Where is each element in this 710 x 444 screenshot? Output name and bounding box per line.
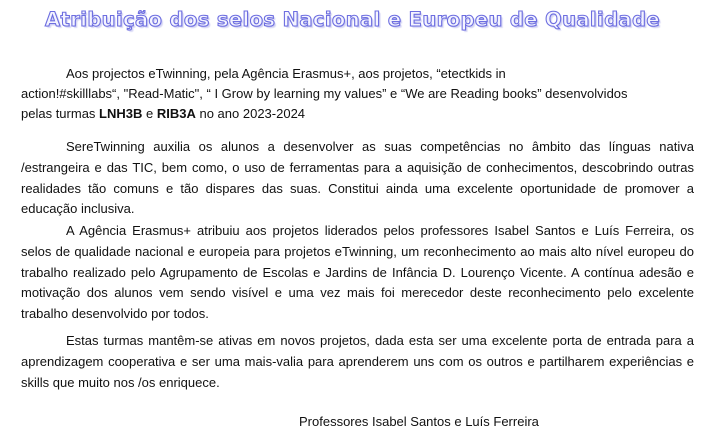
class-name-1: LNH3B <box>99 106 143 121</box>
intro-paragraph <box>21 64 693 124</box>
class-name-2: RIB3A <box>156 106 196 121</box>
body-paragraph-erasmus: A Agência Erasmus+ atribuiu aos projetos liderados pelos professores Isabel Santos e Luís Ferreira, os selos de qualidade nacional e europeia para projetos eTwinning, um reconhecimento ao mais alto nível europeu do trabalho realizado pelo Agrupamento de Escolas e Jardins de Infância D. Lourenço Vicente. A contínua adesão e motivação dos alunos vem sendo visível e uma vez mais foi merecedor deste reconhecimento pelo excelente trabalho desenvolvido por todos. <box>21 223 694 322</box>
intro-line-3-suffix: no ano 2023-2024 <box>195 106 306 121</box>
document-title: Atribuição dos selos Nacional e Europeu de Qualidade <box>45 8 660 31</box>
signature: Professores Isabel Santos e Luís Ferreira <box>299 414 539 429</box>
body-paragraph-projects: Estas turmas mantêm-se ativas em novos projetos, dada esta ser uma excelente porta de entrada para a aprendizagem cooperativa e ser uma mais-valia para aprenderem uns com os outros e partilharem experiências e skills que muito nos /os enriquece. <box>21 333 694 390</box>
intro-line-2: action!#skilllabs“, "Read-Matic", “ I Grow by learning my values” e “We are Reading books” desenvolvidos <box>21 86 628 101</box>
intro-line-3-prefix: pelas turmas <box>21 106 100 121</box>
body-paragraph-etwinning: SereTwinning auxilia os alunos a desenvolver as suas competências no âmbito das línguas nativa /estrangeira e das TIC, bem como, o uso de ferramentas para a aquisição de conhecimentos, descobrindo outras realidades tão comuns e tão dispares das suas. Constitui ainda uma excelente oportunidade de promover a educação inclusiva. <box>21 139 694 217</box>
intro-line-3 <box>21 104 693 124</box>
intro-line-1 <box>21 64 693 84</box>
intro-line-1-text: Aos projectos eTwinning, pela Agência Erasmus+, aos projetos, “etectkids in <box>66 66 506 81</box>
intro-connector: e <box>142 106 157 121</box>
